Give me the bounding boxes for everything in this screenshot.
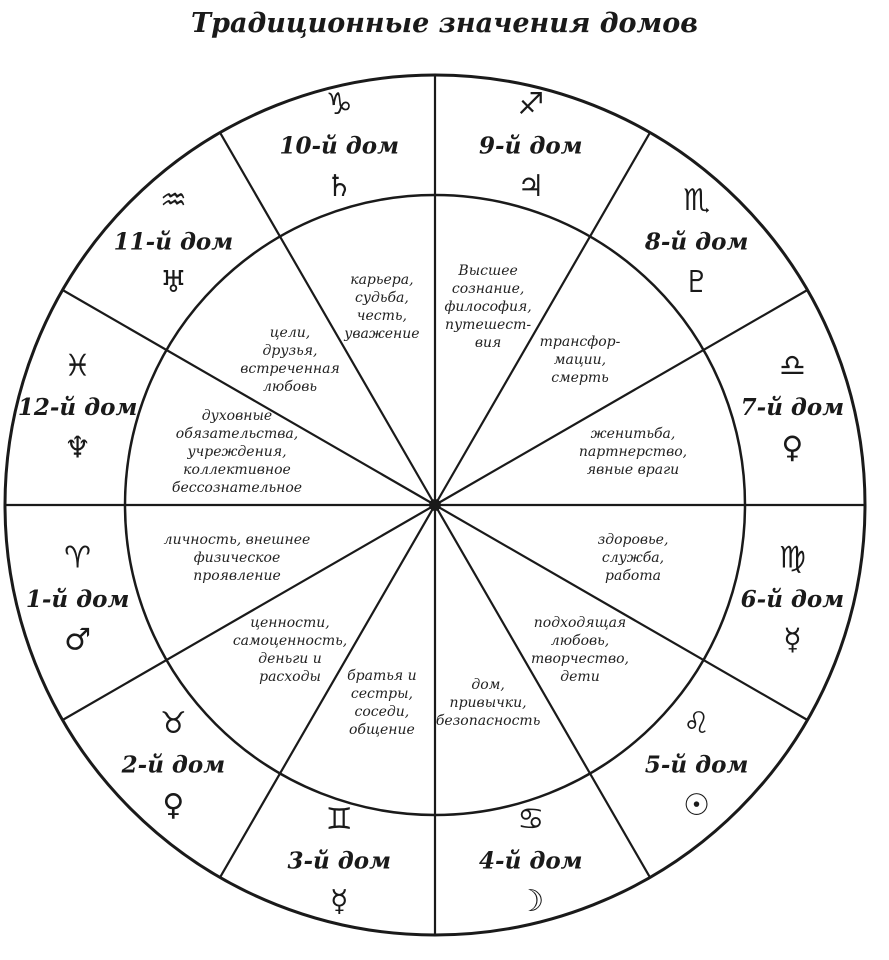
house-4	[436, 677, 583, 919]
venus-icon: ♀	[781, 430, 804, 466]
house-meaning-line: деньги и	[258, 651, 322, 667]
house-3	[287, 668, 416, 919]
house-name: 9-й дом	[479, 132, 583, 160]
house-meaning-line: подходящая	[533, 615, 627, 631]
uranus-icon: ♅	[159, 264, 187, 300]
house-meaning-line: работа	[605, 568, 661, 585]
house-7	[579, 349, 844, 478]
house-meaning-line: учреждения,	[187, 443, 287, 460]
house-name: 4-й дом	[479, 847, 583, 875]
house-name: 1-й дом	[25, 585, 130, 613]
house-name: 10-й дом	[279, 132, 399, 160]
house-meaning-line: проявление	[193, 568, 281, 585]
virgo-icon: ♍	[778, 540, 806, 576]
sun-icon: ☉	[683, 788, 711, 824]
house-name: 5-й дом	[644, 751, 749, 779]
house-meaning-line: любовь	[263, 379, 317, 395]
cancer-icon: ♋	[517, 801, 545, 837]
house-meaning-line: партнерство,	[578, 443, 688, 460]
house-meaning-line: ценности,	[250, 615, 330, 631]
house-meaning-line: философия,	[444, 299, 532, 315]
house-meaning-line: обязательства,	[175, 425, 299, 442]
house-8	[540, 183, 749, 386]
house-6	[598, 532, 845, 657]
house-meaning-line: бессознательное	[171, 479, 303, 496]
house-meaning-line: встреченная	[240, 361, 340, 377]
house-meaning-line: расходы	[259, 669, 321, 685]
saturn-icon: ♄	[325, 169, 353, 205]
aries-icon: ♈	[64, 540, 92, 576]
house-meaning-line: Высшее	[458, 263, 518, 279]
house-meaning-line: женитьба,	[590, 425, 676, 442]
house-meaning-line: служба,	[601, 550, 665, 567]
libra-icon: ♎	[778, 348, 806, 384]
house-meaning-line: судьба,	[354, 290, 409, 306]
pisces-icon: ♓	[64, 348, 92, 384]
house-name: 3-й дом	[287, 847, 391, 875]
sagittarius-icon: ♐	[517, 87, 545, 123]
aquarius-icon: ♒	[159, 182, 187, 218]
house-meaning-line: здоровье,	[597, 532, 669, 549]
center-dot	[429, 499, 441, 511]
house-name: 7-й дом	[740, 394, 845, 422]
mercury-icon: ☿	[329, 883, 349, 919]
house-2	[121, 615, 348, 823]
house-meaning-line: коллективное	[183, 461, 291, 478]
venus-icon: ♀	[162, 788, 185, 824]
gemini-icon: ♊	[325, 801, 353, 837]
house-meaning-line: личность, внешнее	[163, 532, 311, 549]
house-meaning-line: творчество,	[531, 651, 629, 667]
house-11	[114, 183, 340, 395]
house-5	[531, 615, 748, 823]
scorpio-icon: ♏	[683, 182, 711, 218]
house-meaning-line: общение	[349, 722, 415, 738]
house-meaning-line: друзья,	[262, 343, 318, 359]
house-meaning-line: безопасность	[435, 713, 541, 729]
house-meaning-line: братья и	[347, 668, 417, 684]
house-meaning-line: вия	[474, 335, 502, 351]
house-meaning-line: честь,	[356, 308, 407, 324]
house-meaning-line: физическое	[193, 550, 281, 567]
house-name: 12-й дом	[17, 394, 138, 422]
house-meaning-line: путешест-	[445, 317, 532, 333]
mars-icon: ♂	[64, 622, 92, 658]
moon-icon: ☽	[517, 883, 545, 919]
house-meaning-line: смерть	[551, 370, 609, 386]
house-name: 2-й дом	[121, 751, 226, 779]
page-title: Традиционные значения домов	[191, 8, 698, 39]
house-meaning-line: мации,	[553, 352, 607, 368]
house-meaning-line: уважение	[344, 326, 420, 342]
house-name: 11-й дом	[113, 228, 234, 256]
house-meaning-line: цели,	[269, 325, 311, 341]
house-meaning-line: дом,	[471, 677, 505, 693]
mercury-icon: ☿	[783, 622, 802, 658]
house-meaning-line: карьера,	[350, 272, 414, 288]
house-meaning-line: привычки,	[449, 695, 527, 711]
neptune-icon: ♆	[64, 430, 92, 466]
taurus-icon: ♉	[159, 706, 187, 742]
house-meaning-line: дети	[560, 669, 600, 685]
leo-icon: ♌	[683, 706, 711, 742]
house-meaning-line: самоценность,	[232, 633, 348, 649]
house-meaning-line: трансфор-	[539, 334, 621, 350]
capricorn-icon: ♑	[325, 87, 353, 123]
house-meaning-line: сознание,	[451, 281, 525, 297]
house-9	[444, 87, 582, 351]
house-meaning-line: духовные	[201, 407, 273, 424]
jupiter-icon: ♃	[517, 169, 545, 205]
house-meaning-line: соседи,	[354, 704, 410, 720]
house-name: 6-й дом	[740, 585, 845, 613]
pluto-icon: ♇	[683, 264, 711, 300]
house-name: 8-й дом	[644, 228, 749, 256]
house-10	[279, 87, 419, 342]
house-meaning-line: явные враги	[586, 461, 680, 478]
house-meaning-line: любовь,	[550, 633, 610, 649]
house-meaning-line: сестры,	[350, 686, 413, 702]
